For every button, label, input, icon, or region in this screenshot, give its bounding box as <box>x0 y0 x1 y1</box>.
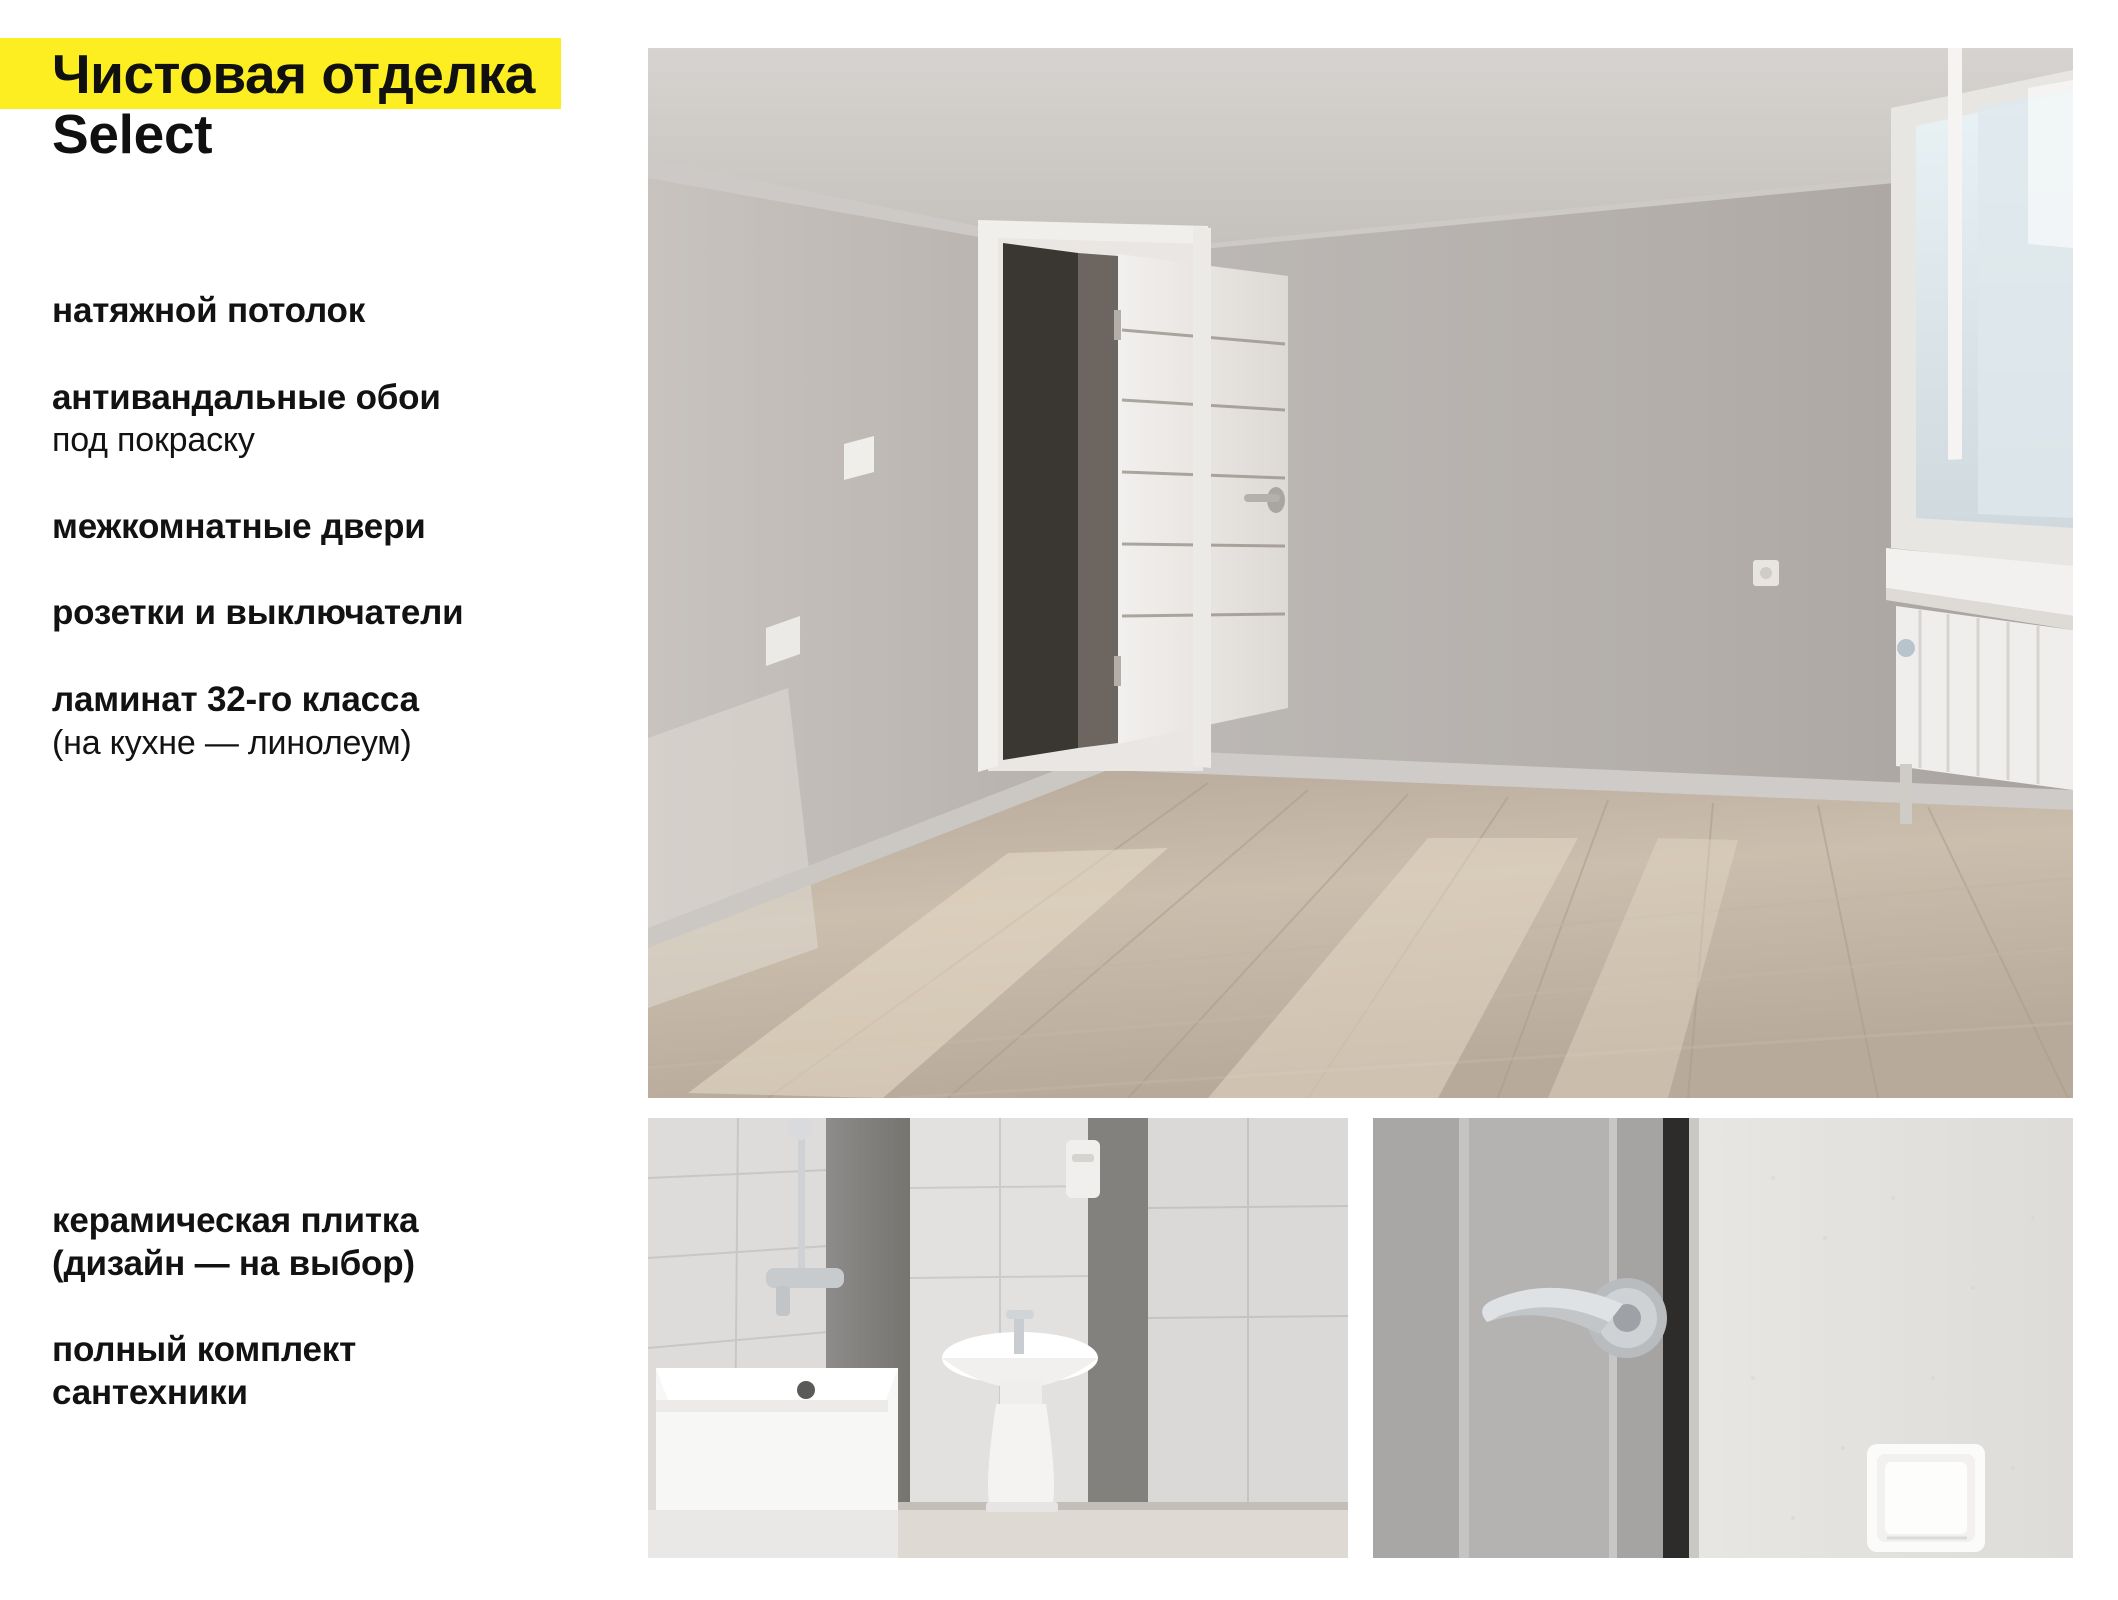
title-block <box>0 38 630 166</box>
feature-item <box>52 679 612 764</box>
feature-label: керамическая плитка <box>52 1201 419 1240</box>
page-title-highlight: Чистовая отделка <box>0 38 561 109</box>
feature-note: (на кухне — линолеум) <box>52 723 412 762</box>
page-title-second-line: Select <box>52 102 213 165</box>
feature-item <box>52 1329 612 1414</box>
feature-list-bottom <box>52 1200 612 1459</box>
feature-item <box>52 377 612 462</box>
feature-item <box>52 290 612 333</box>
feature-label: антивандальные обои <box>52 377 441 417</box>
feature-note: под покраску <box>52 421 255 460</box>
feature-item <box>52 1200 612 1285</box>
room-interior-photo <box>648 48 2073 1098</box>
feature-note: (дизайн — на выбор) <box>52 1243 415 1283</box>
feature-label: межкомнатные двери <box>52 506 426 546</box>
feature-list-top <box>52 290 612 808</box>
feature-label: натяжной потолок <box>52 291 366 330</box>
feature-label: розетки и выключатели <box>52 593 464 633</box>
door-handle-photo <box>1373 1118 2073 1558</box>
feature-note: сантехники <box>52 1373 248 1413</box>
feature-label: полный комплект <box>52 1330 357 1370</box>
feature-label: ламинат 32-го класса <box>52 679 419 719</box>
left-content-column <box>0 0 640 1600</box>
bathroom-photo <box>648 1118 1348 1558</box>
feature-item <box>52 506 612 549</box>
feature-item <box>52 592 612 635</box>
